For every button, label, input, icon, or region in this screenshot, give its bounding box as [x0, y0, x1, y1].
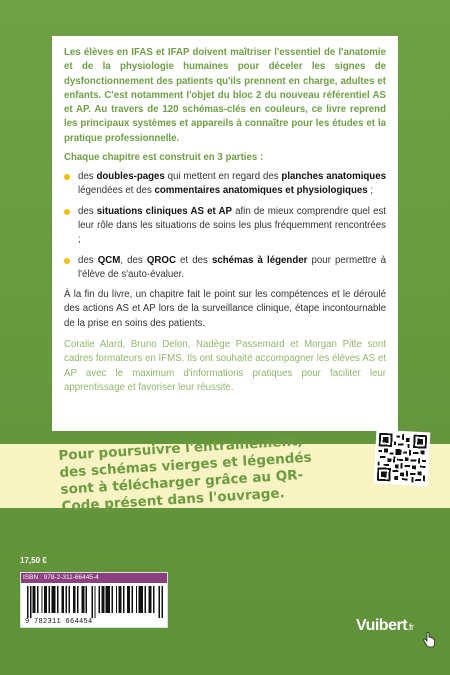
barcode-digits: 9 782311 664454 [25, 618, 93, 626]
parts-heading: Chaque chapitre est construit en 3 parties : [64, 152, 264, 164]
isbn: ISBN : 978-2-311-66445-4 [23, 574, 99, 581]
bullet-dot-icon [64, 258, 70, 264]
list-item: des QCM, des QROC et des schémas à légender pour permettre à l'élève de s'auto-évaluer. [64, 254, 386, 283]
bullet-dot-icon [64, 209, 70, 215]
publisher-logo: Vuibert.fr [356, 617, 414, 634]
parts-list [64, 170, 386, 282]
list-item: des situations cliniques AS et AP afin de mieux comprendre quel est leur rôle dans les situations de soins les plus fréquemment rencontrées ; [64, 205, 386, 248]
hand-cursor-icon [422, 632, 436, 648]
barcode-label [20, 572, 168, 628]
barcode-icon [27, 586, 163, 618]
back-cover-text-panel [52, 36, 398, 431]
download-banner-text: Pour poursuivre l'entraînement, des schémas vierges et légendés sont à télécharger grâce au QR-Code présent dans l'ouvrage. [58, 433, 312, 515]
isbn-band [21, 573, 167, 583]
bullet-dot-icon [64, 174, 70, 180]
qr-code-icon [374, 430, 431, 487]
closing-paragraph: À la fin du livre, un chapitre fait le point sur les compétences et le déroulé des actions AS et AP lors de la surveillance clinique, étape incontournable de la prise en soins des patients. [64, 289, 386, 329]
authors-paragraph: Coralie Alard, Bruno Delon, Nadège Passemard et Morgan Pitte sont cadres formateurs en IFMS. Ils ont souhaité accompagner les élèves AS et AP avec le maximum d'informations pratiques pour faciliter leur apprentissage et favoriser leur réussite. [64, 339, 386, 393]
price: 17,50 € [20, 556, 47, 565]
intro-paragraph: Les élèves en IFAS et IFAP doivent maîtriser l'essentiel de l'anatomie et de la physiologie humaines pour déceler les signes de dysfonctionnement des patients qu'ils prennent en charge, adultes et enfants. C'est notamment l'objet du bloc 2 du nouveau référentiel AS et AP. Au travers de 120 schémas-clés en couleurs, ce livre reprend les principaux systèmes et appareils à connaître pour les études et la pratique professionnelle. [64, 47, 386, 144]
list-item: des doubles-pages qui mettent en regard des planches anatomiques légendées et des commentaires anatomiques et physiologiques ; [64, 170, 386, 199]
